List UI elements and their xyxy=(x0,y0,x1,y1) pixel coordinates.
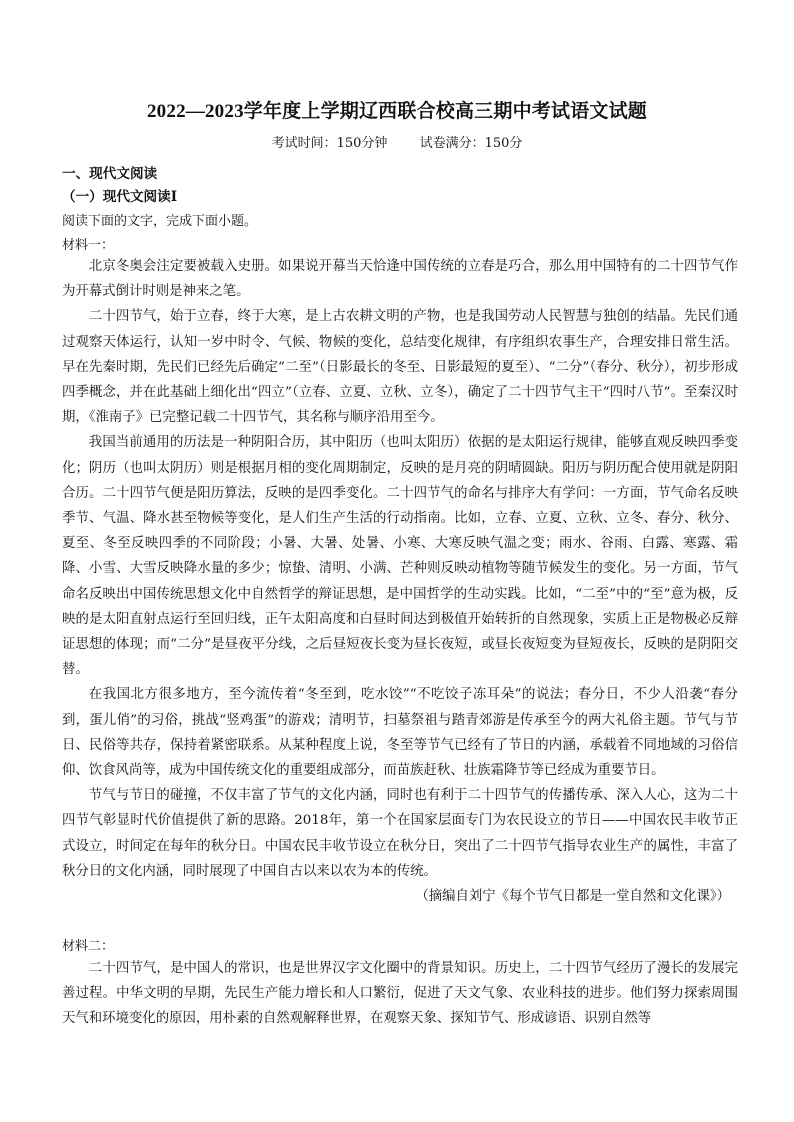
exam-title: 2022—2023学年度上学期辽西联合校高三期中考试语文试题 xyxy=(146,101,647,122)
material1-paragraph: 二十四节气，始于立春，终于大寒，是上古农耕文明的产物，也是我国劳动人民智慧与独创的结晶。先民们通过观察天体运行，认知一岁中时令、气候、物候的变化，总结变化规律，有序组织农事生产，合理安排日常生活。早在先秦时期，先民们已经先后确定“二至”（日影最长的冬至、日影最短的夏至）、“二分”（春分、秋分），初步形成四季概念，并在此基础上细化出“四立”（立春、立夏、立秋、立冬），确定了二十四节气主干“四时八节”。至秦汉时期，《淮南子》已完整记载二十四节气，其名称与顺序沿用至今。 xyxy=(62,309,738,426)
instruction: 阅读下面的文字，完成下面小题。 xyxy=(62,214,258,229)
material1-source: （摘编自刘宁《每个节气日都是一堂自然和文化课》） xyxy=(415,889,730,905)
material1-paragraph: 北京冬奥会注定要被载入史册。如果说开幕当天恰逢中国传统的立春是巧合，那么用中国特有的二十四节气作为开幕式倒计时则是神来之笔。 xyxy=(62,259,738,300)
section-subheading: （一）现代文阅读Ⅰ xyxy=(62,189,178,205)
material2-body xyxy=(62,956,738,1032)
material1-paragraph: 在我国北方很多地方，至今流传着“冬至到，吃水饺”“不吃饺子冻耳朵”的说法；春分日，不少人沿袭“春分到，蛋儿俏”的习俗，挑战“竖鸡蛋”的游戏；清明节，扫墓祭祖与踏青郊游是传承至今的两大礼俗主题。节气与节日、民俗等共存，保持着紧密联系。从某种程度上说，冬至等节气已经有了节日的内涵，承载着不同地域的习俗信仰、饮食风尚等，成为中国传统文化的重要组成部分，而苗族赶秋、壮族霜降节等已经成为重要节日。 xyxy=(62,687,738,779)
material2-label: 材料二： xyxy=(62,939,115,954)
material1-paragraph: 节气与节日的碰撞，不仅丰富了节气的文化内涵，同时也有利于二十四节气的传播传承、深入人心，这为二十四节气彰显时代价值提供了新的思路。2018年，第一个在国家层面专门为农民设立的节日——中国农民丰收节正式设立，时间定在每年的秋分日。中国农民丰收节设立在秋分日，突出了二十四节气指导农业生产的属性，丰富了秋分日的文化内涵，同时展现了中国自古以来以农为本的传统。 xyxy=(62,788,738,879)
material1-paragraph: 我国当前通用的历法是一种阴阳合历，其中阳历（也叫太阳历）依据的是太阳运行规律，能够直观反映四季变化；阴历（也叫太阴历）则是根据月相的变化周期制定，反映的是月亮的阴晴圆缺。阳历与阴历配合使用就是阴阳合历。二十四节气便是阳历算法，反映的是四季变化。二十四节气的命名与排序大有学问：一方面，节气命名反映季节、气温、降水甚至物候等变化，是人们生产生活的行动指南。比如，立春、立夏、立秋、立冬、春分、秋分、夏至、冬至反映四季的不同阶段；小暑、大暑、处暑、小寒、大寒反映气温之变；雨水、谷雨、白露、寒露、霜降、小雪、大雪反映降水量的多少；惊蛰、清明、小满、芒种则反映动植物等随节候发生的变化。另一方面，节气命名反映出中国传统思想文化中自然哲学的辩证思想，是中国哲学的生动实践。比如，“二至”中的“至”意为极，反映的是太阳直射点运行至回归线，正午太阳高度和白昼时间达到极值开始转折的自然现象，实质上正是物极必反辩证思想的体现；而“二分”是昼夜平分线，之后昼短夜长变为昼长夜短，或昼长夜短变为昼短夜长，反映的是阴阳交替。 xyxy=(62,435,738,678)
section-heading-part1: 一、现代文阅读 xyxy=(62,166,158,182)
full-score: 试卷满分：150分 xyxy=(419,136,523,151)
material1-label: 材料一： xyxy=(62,238,115,253)
material2-paragraph: 二十四节气，是中国人的常识，也是世界汉字文化圈中的背景知识。历史上，二十四节气经历了漫长的发展完善过程。中华文明的早期，先民生产能力增长和人口繁衍，促进了天文气象、农业科技的进步。他们努力探索周围天气和环境变化的原因，用朴素的自然观解释世界，在观察天象、探知节气、形成谚语、识别自然等 xyxy=(62,961,738,1027)
material1-body xyxy=(62,254,738,909)
exam-info xyxy=(0,132,794,151)
exam-time: 考试时间：150分钟 xyxy=(271,136,388,151)
